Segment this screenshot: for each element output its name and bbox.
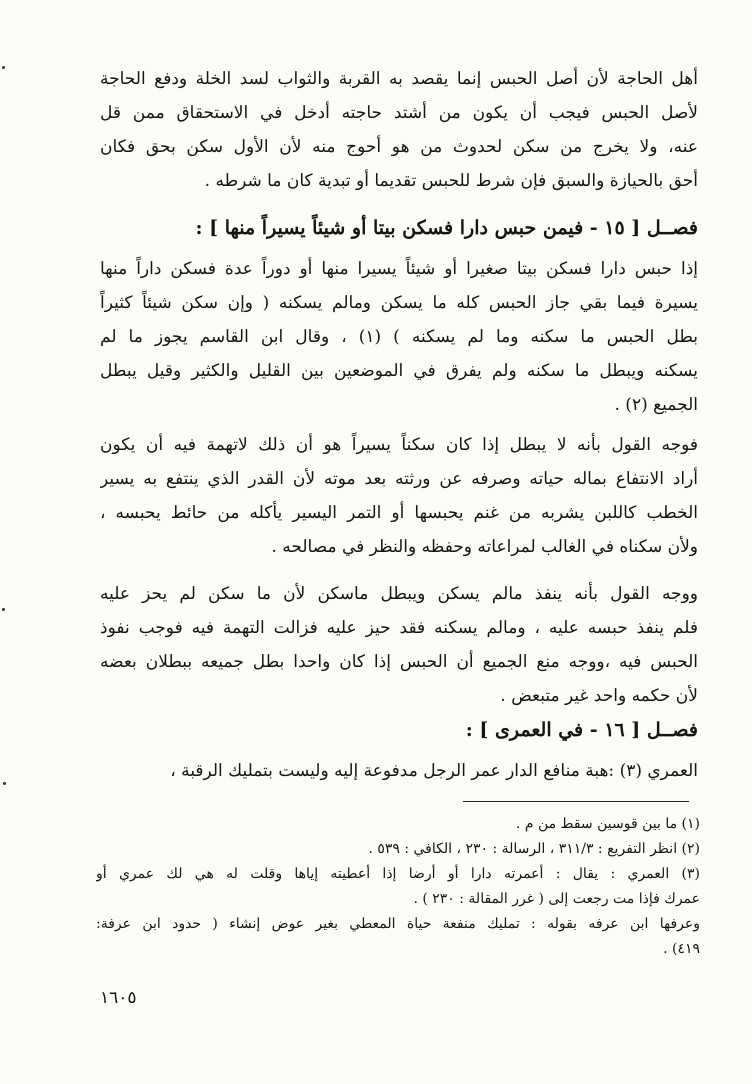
text-line: الجميع (٢) . — [614, 395, 698, 415]
footnote-line: (٣) العمري : يقال : أعمرته دارا أو أرضا إذا أعطيته إياها وقلت له هي لك عمري أو — [96, 866, 700, 882]
text-line: أراد الانتفاع بماله حياته وصرفه عن ورثته بعد موته لأن القدر الذي ينتفع به يسير — [100, 469, 698, 489]
section-heading-16 — [100, 712, 698, 748]
text-line: يسكنه ويبطل ما سكنه ولم يفرق في الموضعين بين القليل والكثير وقيل يبطل — [100, 361, 698, 381]
page-number: ١٦٠٥ — [100, 988, 137, 1008]
text-line: الخطب كاللبن يشربه من غنم يحبسها أو التمر اليسير يأكله من حائط يحبسه ، — [100, 503, 698, 523]
text-line: العمري (٣) :هبة منافع الدار عمر الرجل مدفوعة إليه وليست بتمليك الرقبة ، — [170, 761, 698, 781]
footnotes — [96, 812, 700, 962]
paragraph-1 — [100, 62, 698, 198]
text-line: لأن حكمه واحد غير متبعض . — [500, 686, 698, 706]
text-line: فوجه القول بأنه لا يبطل إذا كان سكناً يسيراً هو أن ذلك لاتهمة فيه أن يكون — [100, 435, 698, 455]
paragraph-2 — [100, 252, 698, 422]
text-line: ولأن سكناه في الغالب لمراعاته وحفظه والنظر في مصالحه . — [271, 537, 698, 557]
text-line: أحق بالحيازة والسبق فإن شرط للحبس تقديما أو تبدية كان ما شرطه . — [204, 171, 698, 191]
paragraph-4 — [100, 577, 698, 713]
text-line: فلم ينفذ حبسه عليه ، ومالم يسكنه فقد حيز عليه فزالت التهمة فيه فوجب نفوذ — [100, 618, 698, 638]
heading-text: فصــل [ ١٥ - فيمن حبس دارا فسكن بيتا أو شيئاً يسيراً منها ] : — [195, 217, 698, 239]
text-line: لأصل الحبس فيجب أن يكون من أشتد حاجته أدخل في الاستحقاق ممن قل — [100, 103, 698, 123]
footnote-line: ٤١٩) . — [663, 941, 700, 957]
footnote-line: وعرفها ابن عرفه بقوله : تمليك منفعة حياة المعطي بغير عوض إنشاء ( حدود ابن عرفة: — [96, 916, 700, 932]
section-heading-15 — [100, 210, 698, 246]
paragraph-3 — [100, 428, 698, 564]
heading-text: فصــل [ ١٦ - في العمرى ] : — [465, 719, 698, 741]
text-line: إذا حبس دارا فسكن بيتا صغيرا أو شيئاً يسيرا منها أو دوراً عدة فسكن داراً منها — [100, 259, 698, 279]
paragraph-5 — [100, 754, 698, 788]
footnote-line: عمرك فإذا مت رجعت إلى ( غرر المقالة : ٢٣٠ ) . — [413, 891, 700, 907]
footnote-line: (١) ما بين قوسين سقط من م . — [515, 816, 700, 832]
scan-speck — [3, 782, 6, 785]
scan-speck — [2, 66, 5, 69]
footnote-separator — [463, 801, 689, 802]
scan-speck — [2, 608, 5, 611]
text-line: أهل الحاجة لأن أصل الحبس إنما يقصد به القربة والثواب لسد الخلة ودفع الحاجة — [100, 69, 698, 89]
footnote-line: (٢) انظر التفريع : ٣١١/٣ ، الرسالة : ٢٣٠ ، الكافي : ٥٣٩ . — [368, 841, 700, 857]
text-line: عنه، ولا يخرج من سكن لحدوث من هو أحوج منه لأن الأول سكن بحق فكان — [100, 137, 698, 157]
text-line: الحبس فيه ،ووجه منع الجميع أن الحبس إذا كان واحدا بطل جميعه ببطلان بعضه — [100, 652, 698, 672]
text-line: بطل الحبس ما سكنه وما لم يسكنه ) (١) ، وقال ابن القاسم يجوز ما لم — [100, 327, 698, 347]
text-line: يسيرة فيما بقي جاز الحبس كله ما يسكن ومالم يسكنه ( وإن سكن شيئاً كثيراً — [100, 293, 698, 313]
text-line: ووجه القول بأنه ينفذ مالم يسكن ويبطل ماسكن لأن ما سكن لم يحز عليه — [100, 584, 698, 604]
